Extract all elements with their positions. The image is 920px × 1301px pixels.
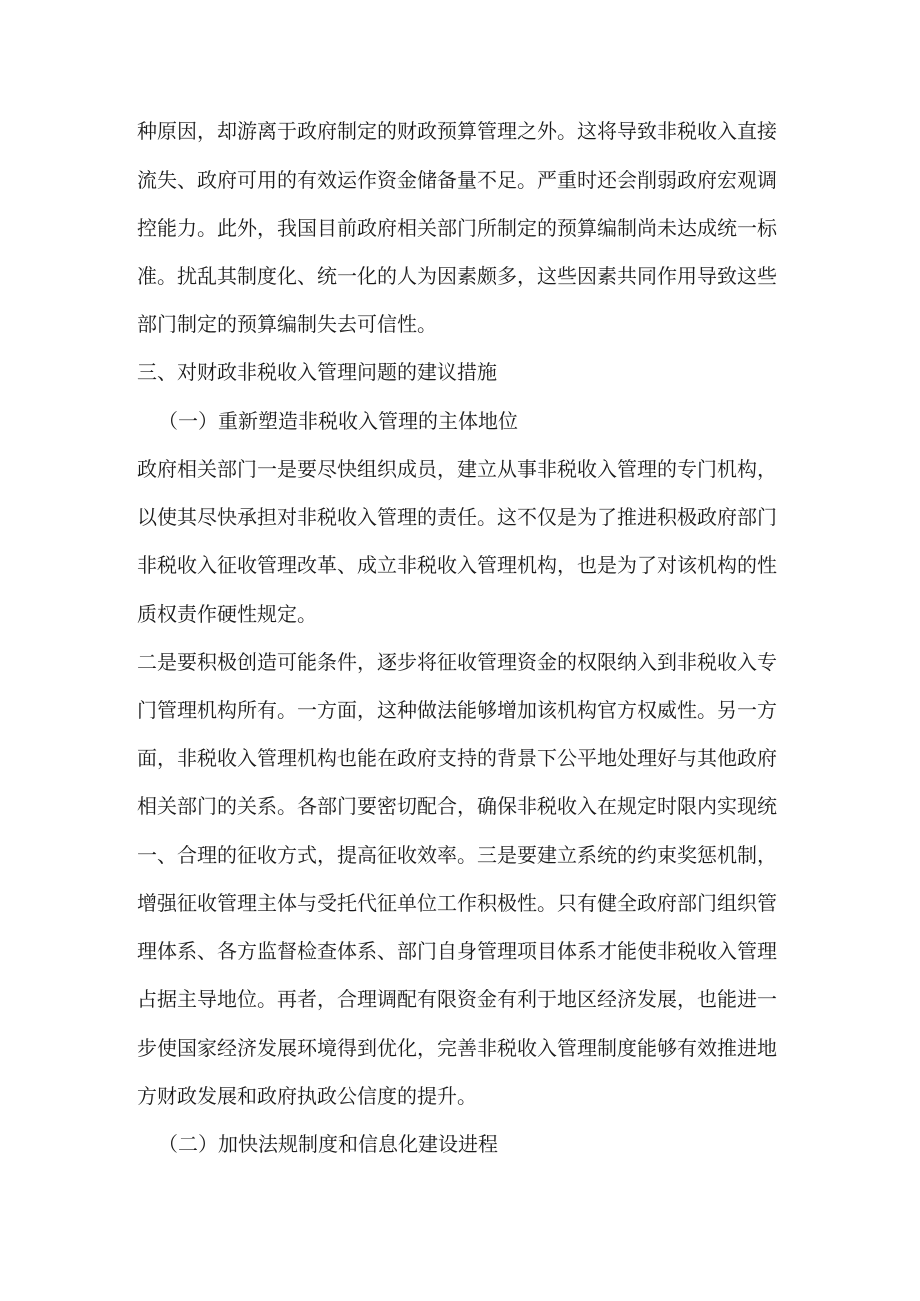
paragraph-line: 政府相关部门一是要尽快组织成员，建立从事非税收入管理的专门机构， [137,457,777,481]
paragraph-line: 增强征收管理主体与受托代征单位工作积极性。只有健全政府部门组织管 [137,891,777,915]
section-heading: 三、对财政非税收入管理问题的建议措施 [137,360,497,384]
paragraph-line: 流失、政府可用的有效运作资金储备量不足。严重时还会削弱政府宏观调 [137,168,777,192]
paragraph-line: 以使其尽快承担对非税收入管理的责任。这不仅是为了推进积极政府部门 [137,505,777,529]
paragraph-line: 相关部门的关系。各部门要密切配合，确保非税收入在规定时限内实现统 [137,794,777,818]
paragraph-line: 质权责作硬性规定。 [137,602,317,626]
subsection-heading: （二）加快法规制度和信息化建设进程 [158,1132,498,1156]
paragraph-line: 非税收入征收管理改革、成立非税收入管理机构，也是为了对该机构的性 [137,553,777,577]
paragraph-line: 准。扰乱其制度化、统一化的人为因素颇多，这些因素共同作用导致这些 [137,264,777,288]
paragraph-line: 步使国家经济发展环境得到优化，完善非税收入管理制度能够有效推进地 [137,1036,777,1060]
paragraph-line: 二是要积极创造可能条件，逐步将征收管理资金的权限纳入到非税收入专 [137,650,777,674]
paragraph-line: 一、合理的征收方式，提高征收效率。三是要建立系统的约束奖惩机制， [137,843,777,867]
paragraph-line: 控能力。此外，我国目前政府相关部门所制定的预算编制尚未达成统一标 [137,216,777,240]
paragraph-line: 占据主导地位。再者，合理调配有限资金有利于地区经济发展，也能进一 [137,987,777,1011]
paragraph-line: 种原因，却游离于政府制定的财政预算管理之外。这将导致非税收入直接 [137,119,777,143]
paragraph-line: 门管理机构所有。一方面，这种做法能够增加该机构官方权威性。另一方 [137,698,777,722]
paragraph-line: 部门制定的预算编制失去可信性。 [137,312,437,336]
paragraph-line: 方财政发展和政府执政公信度的提升。 [137,1084,477,1108]
paragraph-line: 理体系、各方监督检查体系、部门自身管理项目体系才能使非税收入管理 [137,939,777,963]
subsection-heading: （一）重新塑造非税收入管理的主体地位 [158,409,518,433]
paragraph-line: 面，非税收入管理机构也能在政府支持的背景下公平地处理好与其他政府 [137,746,777,770]
